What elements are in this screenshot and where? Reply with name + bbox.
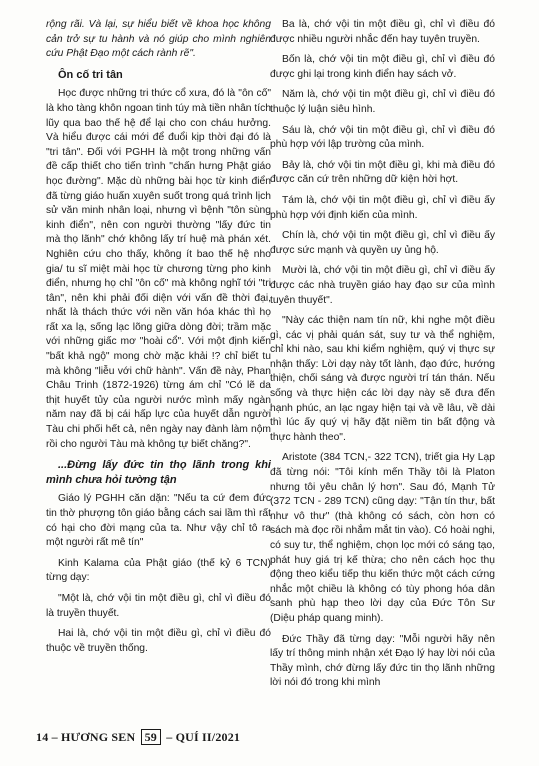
right-column bbox=[270, 18, 495, 718]
left-column bbox=[46, 18, 271, 718]
paragraph: Sáu là, chớ vội tin một điều gì, chỉ vì điều đó phù hợp với lập trường của mình. bbox=[270, 124, 495, 151]
paragraph: Chín là, chớ vội tin một điều gì, chỉ vì điều ấy được sức mạnh và quyền uy ủng hộ. bbox=[270, 230, 495, 256]
page-footer bbox=[36, 730, 240, 745]
paragraph: Đức Thầy đã từng dạy: "Mỗi người hãy nên lấy trí thông minh nhận xét Đạo lý hay lời nói của Thầy mình, chớ đừng lấy đức tin thọ lãnh những lời nói đó trong khi mình bbox=[270, 633, 495, 689]
paragraph: Mười là, chớ vội tin một điều gì, chỉ vì điều ấy được các nhà truyền giáo hay đạo sư của mình tuyên thuyết". bbox=[270, 265, 495, 306]
issue-number: 59 bbox=[141, 729, 161, 745]
paragraph: Ba là, chớ vội tin một điều gì, chỉ vì điều đó được nhiều người nhắc đến hay tuyên truyền. bbox=[270, 19, 495, 45]
paragraph: Học được những tri thức cổ xưa, đó là "ôn cố" là kho tàng khôn ngoan tinh túy mà tiền nhân tích lũy qua bao thế hệ để lại cho con cháu hưởng. Và hiểu được cái mới để đuổi kịp thời đại đó là "tri tân". Đối với PGHH là một trong những vấn đề cấp thiết cho tiến trình "chấn hưng Phật giáo học đường". Mặc dù những bài học từ kinh điển đã từng giáo huấn xuyên suốt trong quá trình lịch sử văn minh nhân loại, nhưng vì bệnh "tôn sùng kinh điển", nên con người thường "lấy đức tin mà thọ lãnh" chớ không lấy trí huệ mà phán xét. Nghiên cứu cho thấy, không ít bao thế hệ nho gia/ tu sĩ miệt mài học từ chương từng pho kinh điển, nhưng họ chỉ "ôn cố" mà không nghĩ tới "tri tân", nên khi phải đối diện với vấn đề thời đại, nhất là thách thức với nền văn hóa khác thì họ rất xa lạ, sống lạc lõng giữa dòng đời; trầm mặc với những giấc mơ "hoài cổ". Với một định kiến "bất khả ngộ" mong chờ mặc khải !? chỉ biết tu mà không "liễu với chữ hành". Vấn đề này, Phan Châu Trinh (1872-1926) từng ám chỉ "Có lẽ da thịt huyết tủy của người nước mình mấy ngàn năm nay đã bị cái hấp lực của huyết dẫn người Tàu chi phối hết cả, nên ngày nay đành làm nộm rồi cho người Tàu mà không tự biết chăng?". bbox=[46, 88, 271, 450]
paragraph: Bảy là, chớ vội tin một điều gì, khi mà điều đó được căn cứ trên những dữ kiện hời hợt. bbox=[270, 159, 495, 186]
paragraph: "Một là, chớ vội tin một điều gì, chỉ vì điều đó là truyền thuyết. bbox=[46, 592, 271, 619]
section-heading-on-co-tri-tan: Ôn cố tri tân bbox=[58, 68, 123, 81]
paragraph: Giáo lý PGHH căn dặn: "Nếu ta cứ đem đức tin thờ phượng tôn giáo bằng cách sai lầm thì rất có hại cho đời mạng của ta. Như vậy chỉ tô ra một người rất mê tín" bbox=[46, 493, 271, 549]
paragraph: Hai là, chớ vội tin một điều gì, chỉ vì điều đó thuộc về truyền thống. bbox=[46, 628, 271, 654]
paragraph: Aristote (384 TCN,- 322 TCN), triết gia Hy Lạp đã từng nói: "Tôi kính mến Thầy tôi là Platon nhưng tôi yêu chân lý hơn". Sau đó, Mạnh Tử (372 TCN - 289 TCN) cũng dạy: "Tận tín thư, bất như vô thư" (thà không có sách, còn hơn có sách mà đọc rồi nhắm mắt tin vào). Có hoài nghi, có suy tư, thể nghiệm, chọn lọc mới có sáng tạo, phát huy giá trị kế thừa; cho nên cách học thụ động theo kiểu tiếp thu kiến thức một cách cứng nhắc một chiều là không có tùy phong hóa dân sanh phù hạp theo lời dạy của Đức Tôn Sư (Diệu pháp quang minh). bbox=[270, 452, 495, 624]
paragraph: Tám là, chớ vội tin một điều gì, chỉ vì điều ấy phù hợp với định kiến của mình. bbox=[270, 194, 495, 221]
magazine-name: – HƯƠNG SEN bbox=[51, 730, 136, 744]
section-heading-dung-lay-duc-tin: ...Đừng lấy đức tin thọ lãnh trong khi mình chưa hỏi tường tận bbox=[46, 459, 271, 486]
paragraph: Bốn là, chớ vội tin một điều gì, chỉ vì điều đó được ghi lại trong kinh điển hay sách vở. bbox=[270, 54, 495, 80]
issue-date: – QUÍ II/2021 bbox=[166, 730, 241, 744]
paragraph: Năm là, chớ vội tin một điều gì, chỉ vì điều đó thuộc lý luận siêu hình. bbox=[270, 89, 495, 115]
paragraph-intro: rộng rãi. Và lại, sự hiểu biết về khoa học không cản trở sự tu hành và nó giúp cho mình nghiên cứu Phật Đạo một cách rành rẽ". bbox=[46, 19, 271, 60]
paragraph: Kinh Kalama của Phật giáo (thế kỷ 6 TCN) từng dạy: bbox=[46, 557, 271, 584]
paragraph: "Này các thiện nam tín nữ, khi nghe một điều gì, các vị phải quán sát, suy tư và thể nghiệm, chỉ khi nào, sau khi kiểm nghiệm, quý vị thực sự nhận thấy: Lời dạy này tốt lành, đạo đức, hướng thiện, chối sáng và được người trí tán thán. Nếu sống và thực hiện các lời dạy này sẽ đưa đến hạnh phúc, an lạc ngay hiện tại và về lâu, về dài thì lúc ấy quý vị hãy đặt niềm tin bất động và thực hành theo". bbox=[270, 315, 495, 443]
page-number: 14 bbox=[36, 730, 49, 744]
